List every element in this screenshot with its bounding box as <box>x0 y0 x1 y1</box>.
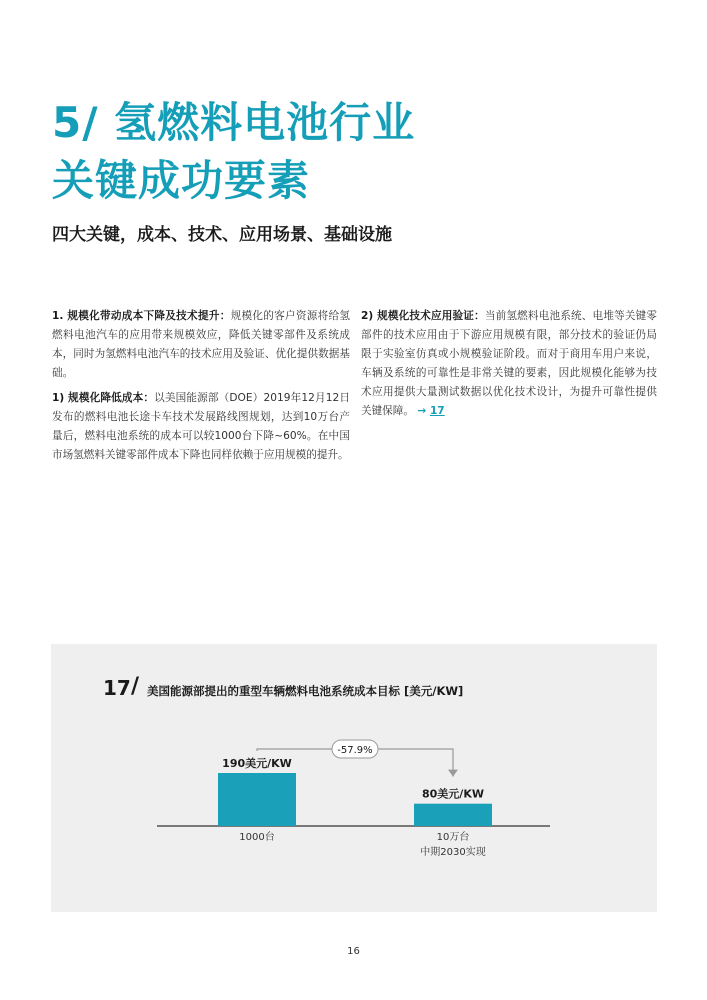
change-label: -57.9% <box>337 745 373 756</box>
arrow-down-icon <box>448 770 458 777</box>
data-label-2: 80美元/KW <box>422 787 484 801</box>
bar-2 <box>414 804 492 826</box>
paragraph-body: 规模化的客户资源将给氢燃料电池汽车的应用带来规模效应，降低关键零部件及系统成本，同时为氢燃料电池汽车的技术应用及验证、优化提供数据基础。 <box>52 310 350 379</box>
arrow-right-icon: → <box>417 405 427 417</box>
figure-reference-link[interactable] <box>417 405 444 417</box>
paragraph-body: 以美国能源部（DOE）2019年12月12日发布的燃料电池长途卡车技术发展路线图规划，达到10万台产量后，燃料电池系统的成本可以较1000台下降~60%。在中国市场氢燃料关键零部件成本下降也同样依赖于应用规模的提升。 <box>52 392 351 461</box>
cost-target-chart <box>51 644 657 912</box>
paragraph-heading: 1. 规模化带动成本下降及技术提升： <box>52 310 231 322</box>
category-sublabel-2: 中期2030实现 <box>420 847 486 858</box>
paragraph-body: 当前氢燃料电池系统、电堆等关键零部件的技术应用由于下游应用规模有限，部分技术的验证仍局限于实验室仿真或小规模验证阶段。而对于商用车用户来说，车辆及系统的可靠性是非常关键的要素，因此规模化能够为技术应用提供大量测试数据以优化技术设计，为提升可靠性提供关键保障。 <box>361 310 657 417</box>
right-column <box>361 307 657 427</box>
page-number: 16 <box>347 946 360 957</box>
bar-1 <box>218 773 296 826</box>
paragraph-heading: 2) 规模化技术应用验证： <box>361 310 485 322</box>
page-subtitle: 四大关键，成本、技术、应用场景、基础设施 <box>52 225 392 245</box>
title-line-2: 关键成功要素 <box>52 156 311 205</box>
paragraph-scale-effect <box>52 307 350 383</box>
figure-panel <box>51 644 657 912</box>
paragraph-heading: 1) 规模化降低成本： <box>52 392 155 404</box>
figure-reference-number: 17 <box>429 405 445 417</box>
title-line-1: 5/ 氢燃料电池行业 <box>52 98 416 147</box>
left-column <box>52 307 350 471</box>
page-title <box>52 94 415 210</box>
figure-number: 17 <box>103 676 131 700</box>
category-label-1: 1000台 <box>239 832 275 843</box>
figure-title: 美国能源部提出的重型车辆燃料电池系统成本目标 [美元/KW] <box>147 684 464 698</box>
figure-slash: / <box>131 674 140 699</box>
paragraph-cost-reduction <box>52 389 350 465</box>
category-label-2: 10万台 <box>436 832 470 843</box>
data-label-1: 190美元/KW <box>222 757 292 770</box>
paragraph-tech-validation <box>361 307 657 421</box>
